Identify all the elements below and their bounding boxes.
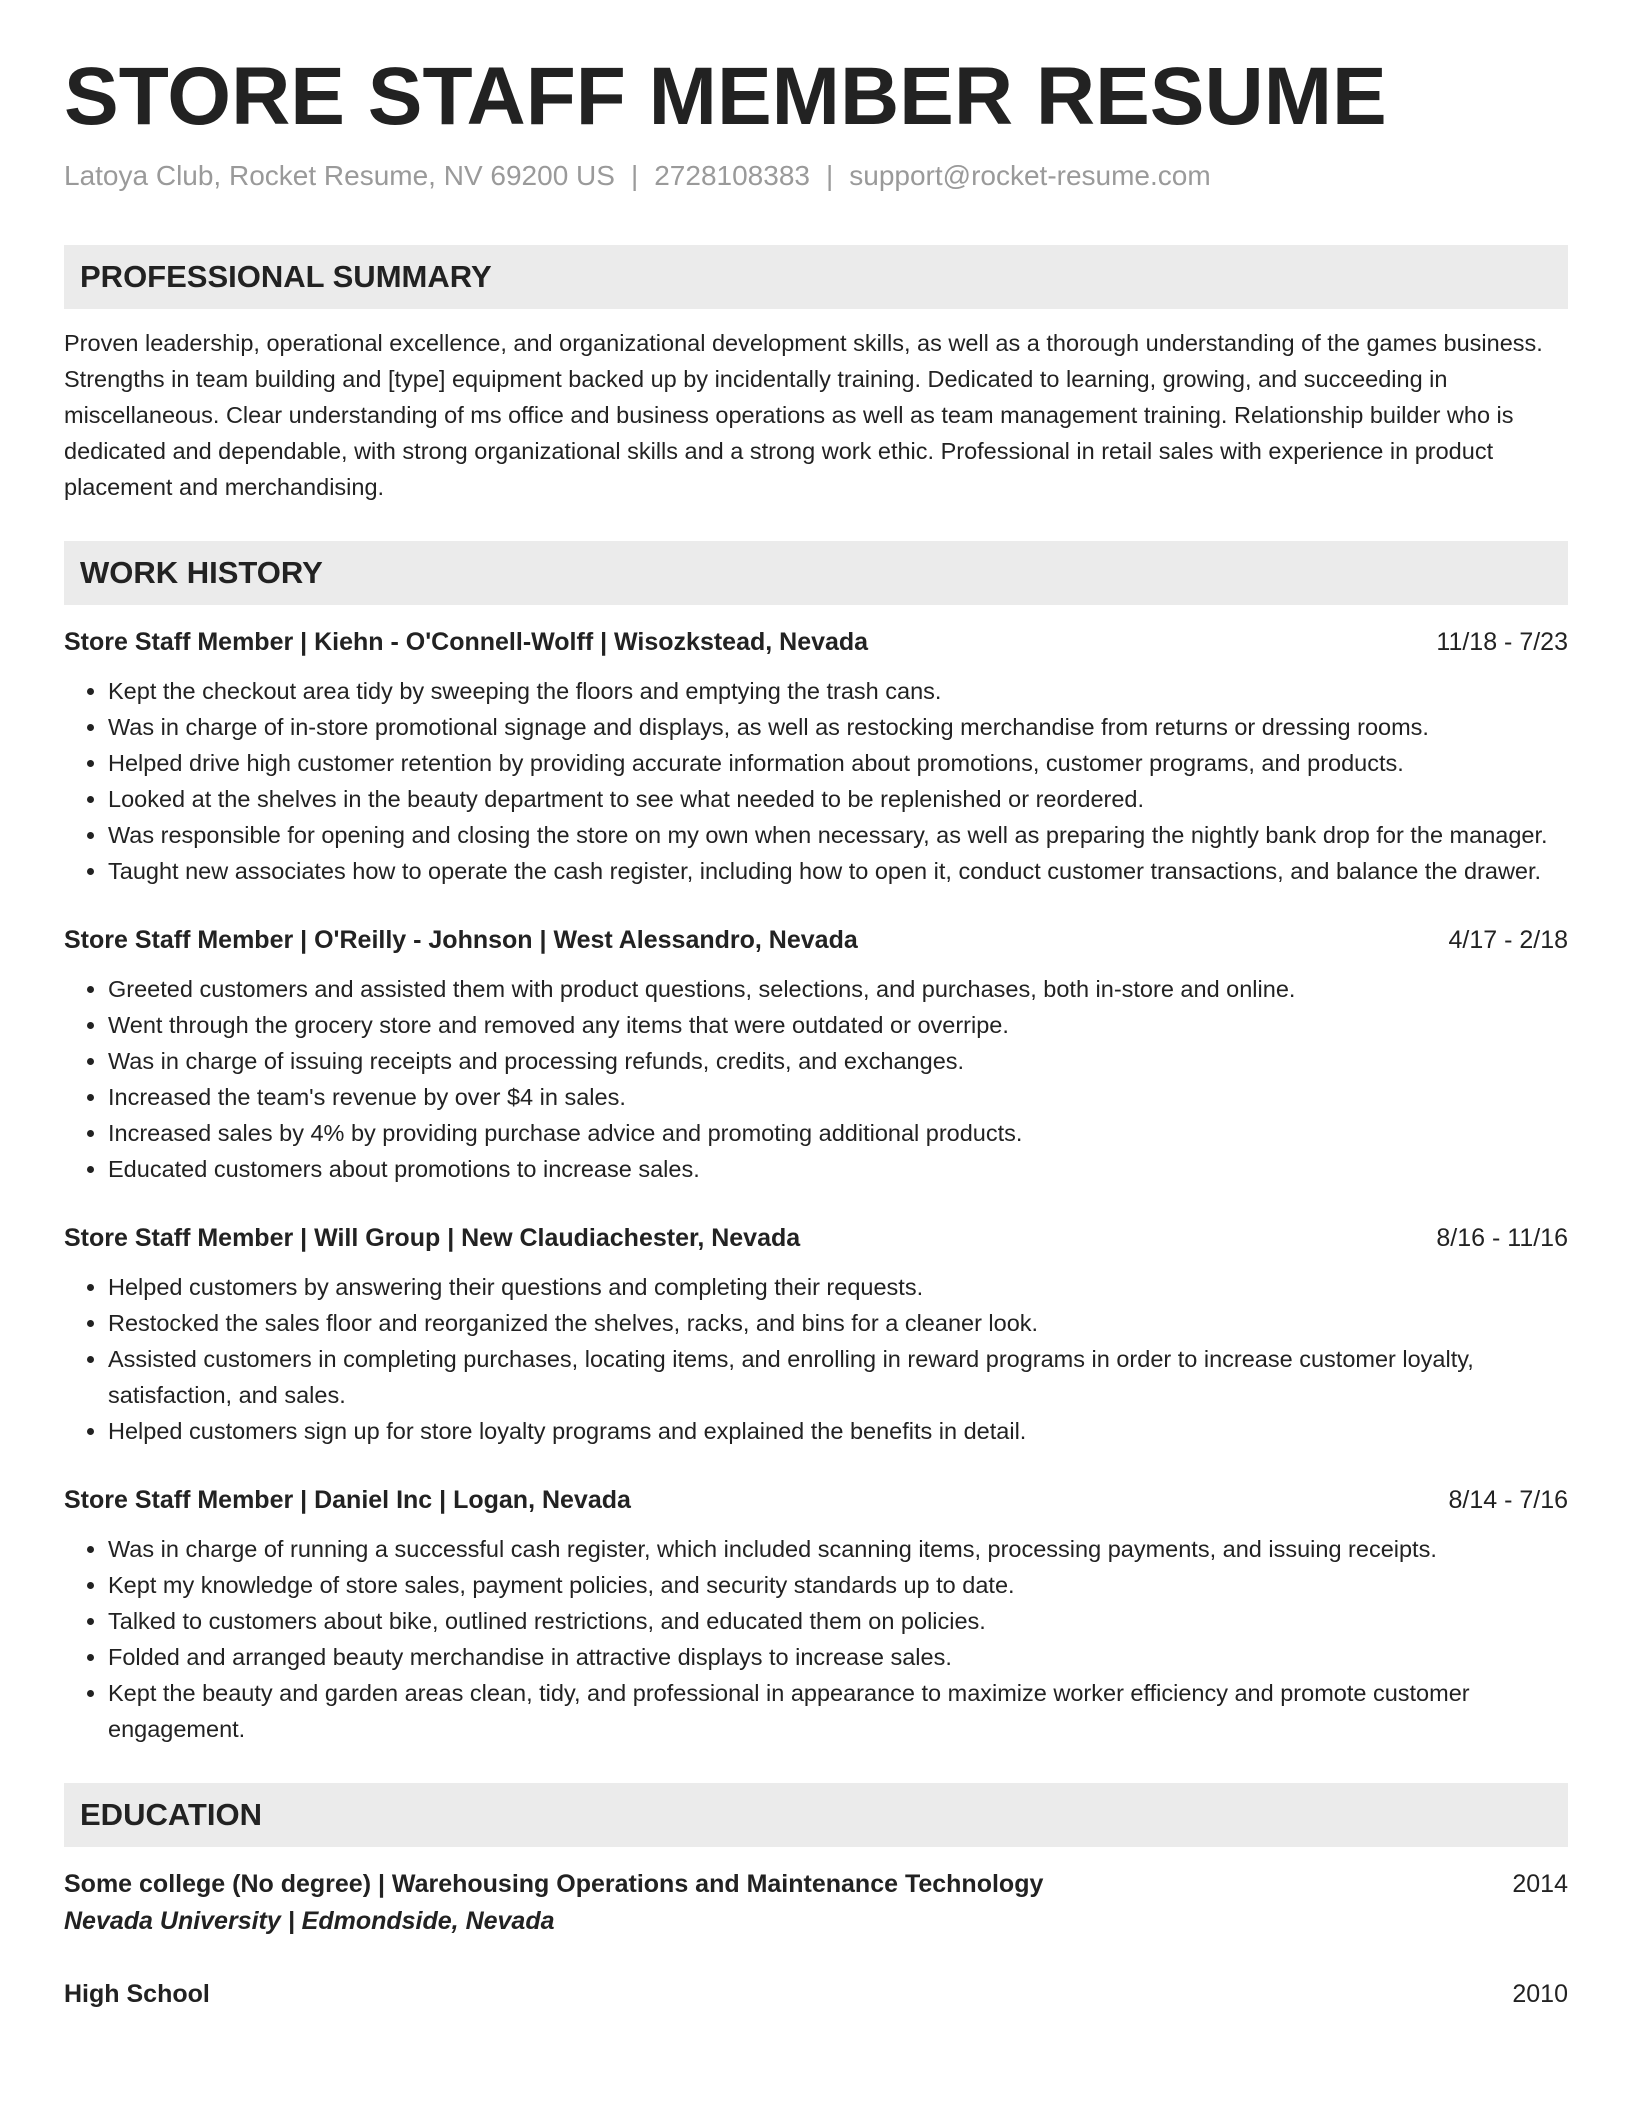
job-bullet: • Increased the team's revenue by over $4 in sales. xyxy=(108,1079,1568,1115)
job-title: Store Staff Member | Will Group | New Claudiachester, Nevada xyxy=(64,1224,801,1253)
job-bullet: • Went through the grocery store and removed any items that were outdated or overripe. xyxy=(108,1007,1568,1043)
summary-text: Proven leadership, operational excellence, and organizational development skills, as well as a thorough understanding of the games business. Strengths in team building and [type] equipment backed up by incidentally training. Dedicated to learning, growing, and succeeding in miscellaneous. Clear understanding of ms office and business operations as well as team management training. Relationship builder who is dedicated and dependable, with strong organizational skills and a strong work ethic. Professional in retail sales with experience in product placement and merchandising. xyxy=(64,329,1543,500)
job-bullets xyxy=(64,673,1568,889)
job-entry xyxy=(64,625,1568,889)
job-bullet: • Was responsible for opening and closing the store on my own when necessary, as well as preparing the nightly bank drop for the manager. xyxy=(108,817,1568,853)
job-bullet: • Greeted customers and assisted them with product questions, selections, and purchases, both in-store and online. xyxy=(108,971,1568,1007)
job-bullet: • Talked to customers about bike, outlined restrictions, and educated them on policies. xyxy=(108,1603,1568,1639)
job-bullet: • Increased sales by 4% by providing purchase advice and promoting additional products. xyxy=(108,1115,1568,1151)
job-bullet: • Helped customers by answering their questions and completing their requests. xyxy=(108,1269,1568,1305)
job-header xyxy=(64,1221,1568,1255)
job-title: Store Staff Member | O'Reilly - Johnson | West Alessandro, Nevada xyxy=(64,926,858,955)
resume-title: STORE STAFF MEMBER RESUME xyxy=(64,51,1387,142)
job-bullets xyxy=(64,1269,1568,1449)
job-bullet: • Looked at the shelves in the beauty department to see what needed to be replenished or reordered. xyxy=(108,781,1568,817)
job-header xyxy=(64,625,1568,659)
education-header xyxy=(64,1977,1568,2011)
job-entry xyxy=(64,1221,1568,1449)
job-bullet: • Restocked the sales floor and reorganized the shelves, racks, and bins for a cleaner look. xyxy=(108,1305,1568,1341)
job-bullet: • Educated customers about promotions to increase sales. xyxy=(108,1151,1568,1187)
contact-address: Latoya Club, Rocket Resume, NV 69200 US xyxy=(64,160,615,192)
job-bullet: • Kept the beauty and garden areas clean, tidy, and professional in appearance to maximize worker efficiency and promote customer engagement. xyxy=(108,1675,1568,1747)
job-date: 11/18 - 7/23 xyxy=(1436,628,1568,657)
job-date: 8/16 - 11/16 xyxy=(1436,1224,1568,1253)
education-degree: High School xyxy=(64,1980,210,2009)
job-bullets xyxy=(64,971,1568,1187)
contact-line xyxy=(64,158,1568,194)
section-header-summary: PROFESSIONAL SUMMARY xyxy=(64,245,1568,309)
job-bullet: • Kept the checkout area tidy by sweeping the floors and emptying the trash cans. xyxy=(108,673,1568,709)
job-bullet: • Was in charge of in-store promotional signage and displays, as well as restocking merchandise from returns or dressing rooms. xyxy=(108,709,1568,745)
job-title: Store Staff Member | Daniel Inc | Logan, Nevada xyxy=(64,1486,631,1515)
job-header xyxy=(64,1483,1568,1517)
job-date: 4/17 - 2/18 xyxy=(1448,926,1568,955)
job-date: 8/14 - 7/16 xyxy=(1448,1486,1568,1515)
job-header xyxy=(64,923,1568,957)
job-entry xyxy=(64,923,1568,1187)
job-bullet: • Folded and arranged beauty merchandise in attractive displays to increase sales. xyxy=(108,1639,1568,1675)
job-bullet: • Helped customers sign up for store loyalty programs and explained the benefits in detail. xyxy=(108,1413,1568,1449)
education-header xyxy=(64,1867,1568,1901)
section-header-education: EDUCATION xyxy=(64,1783,1568,1847)
contact-email: support@rocket-resume.com xyxy=(849,160,1211,192)
education-year: 2014 xyxy=(1512,1870,1568,1899)
job-entry xyxy=(64,1483,1568,1747)
contact-phone: 2728108383 xyxy=(654,160,810,192)
section-header-work-history: WORK HISTORY xyxy=(64,541,1568,605)
job-bullet: • Helped drive high customer retention by providing accurate information about promotions, customer programs, and products. xyxy=(108,745,1568,781)
job-bullet: • Was in charge of running a successful cash register, which included scanning items, processing payments, and issuing receipts. xyxy=(108,1531,1568,1567)
education-entry xyxy=(64,1867,1568,1941)
contact-separator: | xyxy=(630,160,639,192)
education-entry xyxy=(64,1977,1568,2011)
job-bullet: • Taught new associates how to operate the cash register, including how to open it, conduct customer transactions, and balance the drawer. xyxy=(108,853,1568,889)
education-degree: Some college (No degree) | Warehousing Operations and Maintenance Technology xyxy=(64,1870,1044,1899)
education-school: Nevada University | Edmondside, Nevada xyxy=(64,1907,555,1936)
job-title: Store Staff Member | Kiehn - O'Connell-Wolff | Wisozkstead, Nevada xyxy=(64,628,869,657)
contact-separator: | xyxy=(825,160,834,192)
job-bullet: • Kept my knowledge of store sales, payment policies, and security standards up to date. xyxy=(108,1567,1568,1603)
job-bullets xyxy=(64,1531,1568,1747)
job-bullet: • Was in charge of issuing receipts and processing refunds, credits, and exchanges. xyxy=(108,1043,1568,1079)
job-bullet: • Assisted customers in completing purchases, locating items, and enrolling in reward programs in order to increase customer loyalty, satisfaction, and sales. xyxy=(108,1341,1568,1413)
education-year: 2010 xyxy=(1512,1980,1568,2009)
